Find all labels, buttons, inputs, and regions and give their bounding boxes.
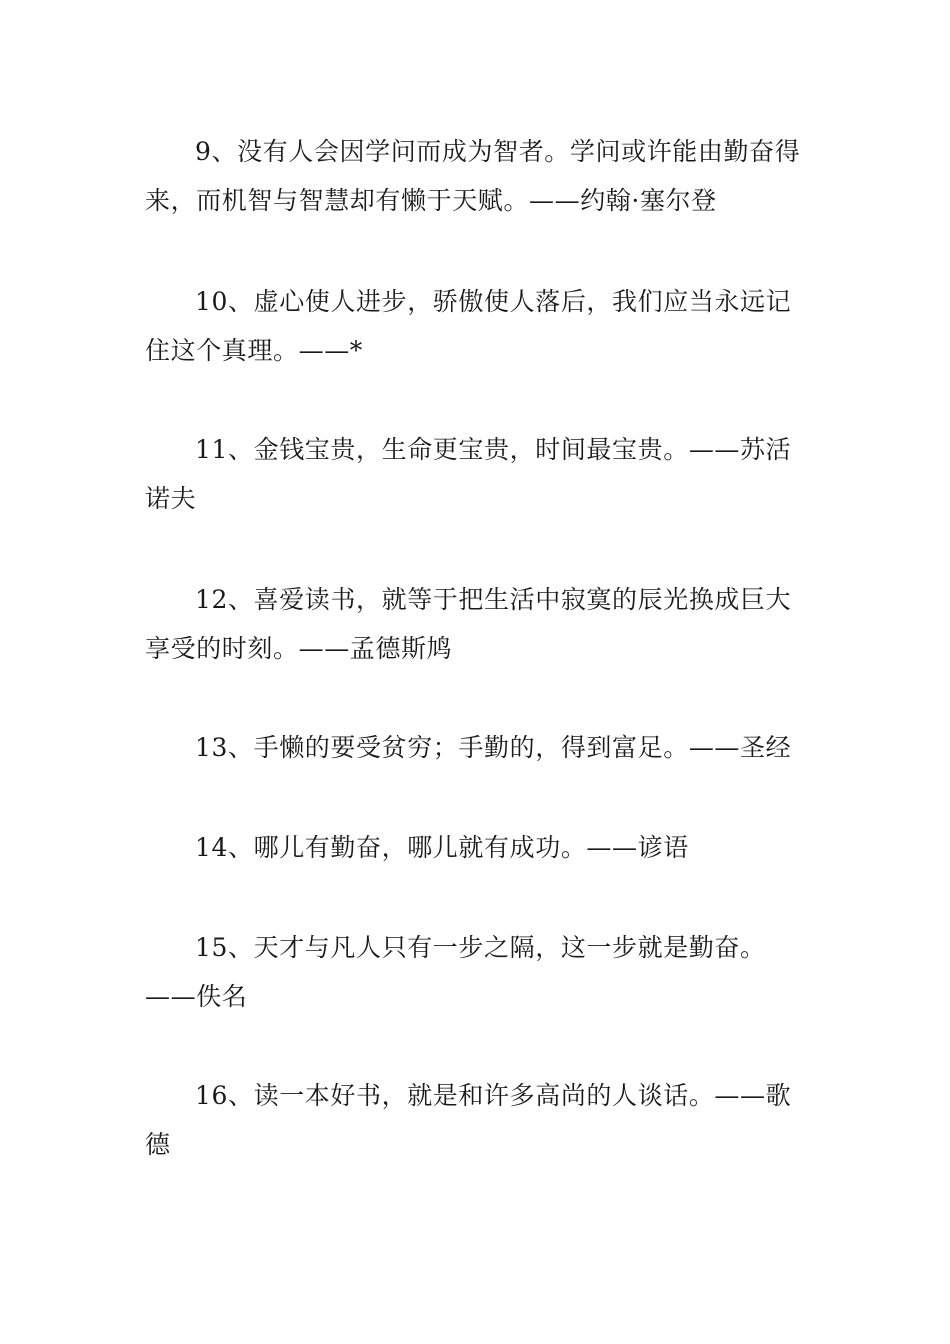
- quote-paragraph-13: 13、手懒的要受贫穷；手勤的，得到富足。——圣经: [195, 733, 792, 762]
- quote-paragraph-11: 11、金钱宝贵，生命更宝贵，时间最宝贵。——苏活诺夫: [145, 435, 792, 513]
- quote-paragraph-10: 10、虚心使人进步，骄傲使人落后，我们应当永远记住这个真理。——*: [145, 287, 792, 365]
- quote-paragraph-15: 15、天才与凡人只有一步之隔，这一步就是勤奋。——佚名: [145, 933, 766, 1011]
- quote-paragraph-9: 9、没有人会因学问而成为智者。学问或许能由勤奋得来，而机智与智慧却有懒于天赋。——约翰·塞尔登: [145, 137, 801, 215]
- quote-paragraph-14: 14、哪儿有勤奋，哪儿就有成功。——谚语: [195, 833, 689, 862]
- quote-paragraph-12: 12、喜爱读书，就等于把生活中寂寞的辰光换成巨大享受的时刻。——孟德斯鸠: [145, 585, 792, 663]
- quote-paragraph-16: 16、读一本好书，就是和许多高尚的人谈话。——歌德: [145, 1081, 792, 1159]
